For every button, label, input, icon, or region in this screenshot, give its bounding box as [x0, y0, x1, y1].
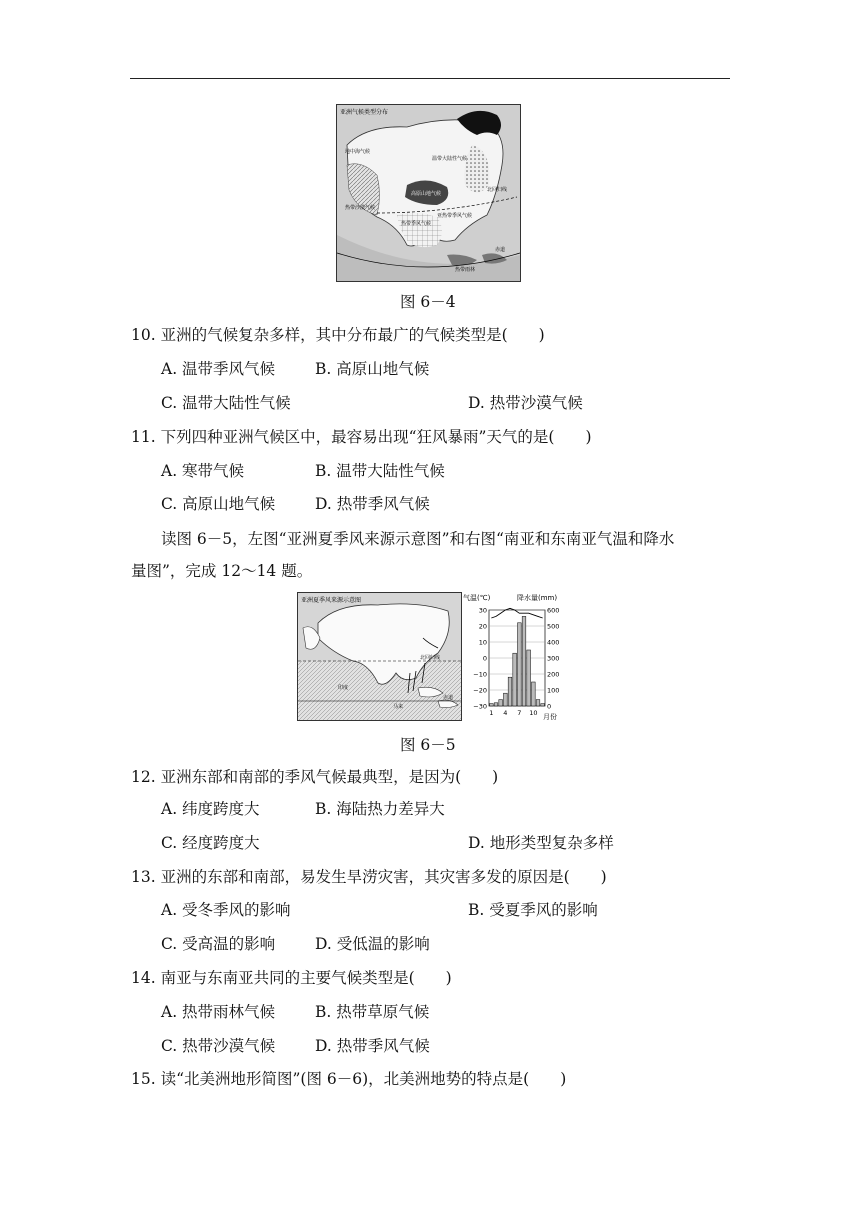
chart-y-right-tick: 0 [547, 702, 552, 711]
chart-bar [532, 682, 536, 706]
q14-option-b: B. 热带草原气候 [315, 1003, 430, 1021]
chart-bar [513, 653, 517, 706]
q15-stem: 15. 读“北美洲地形简图”(图 6－6)，北美洲地势的特点是( ) [131, 1070, 567, 1088]
chart-y-left-tick: −20 [473, 686, 487, 695]
q14-stem: 14. 南亚与东南亚共同的主要气候类型是( ) [131, 969, 452, 987]
chart-y-left-tick: 30 [478, 606, 487, 615]
chart-bar [536, 700, 540, 706]
chart-x-tick: 1 [489, 709, 494, 717]
chart-y-right-tick: 200 [547, 670, 560, 679]
asia-climate-map [336, 104, 521, 282]
q13-option-d: D. 受低温的影响 [315, 935, 430, 953]
chart-y-left-tick: −30 [473, 702, 487, 711]
q11-option-b: B. 温带大陆性气候 [315, 462, 445, 480]
map2-title: 亚洲夏季风来源示意图 [301, 597, 362, 604]
chart-y-right-tick: 300 [547, 654, 560, 663]
label-plateau: 高原山地气候 [411, 191, 442, 197]
asia-monsoon-map [297, 592, 462, 721]
q10-option-c: C. 温带大陆性气候 [161, 394, 291, 412]
chart-y-left-tick: 0 [482, 654, 487, 663]
label-tropic: 北回归线 [487, 187, 508, 193]
q12-option-c: C. 经度跨度大 [161, 834, 260, 852]
intro-line-1: 读图 6－5，左图“亚洲夏季风来源示意图”和右图“南亚和东南亚气温和降水 [161, 530, 675, 548]
chart-bar [494, 703, 498, 706]
label-tropical-desert: 热带沙漠气候 [345, 205, 376, 211]
q12-option-d: D. 地形类型复杂多样 [468, 834, 614, 852]
chart-bar [527, 650, 531, 706]
q11-option-a: A. 寒带气候 [161, 462, 245, 480]
q11-option-c: C. 高原山地气候 [161, 495, 276, 513]
label-mediterranean: 地中海气候 [345, 149, 371, 155]
climate-chart [463, 590, 573, 722]
q11-option-d: D. 热带季风气候 [315, 495, 430, 513]
map1-title: 亚洲气候类型分布 [340, 109, 389, 116]
chart-bar [504, 693, 508, 706]
chart-x-tick: 4 [503, 709, 508, 717]
figure-caption-6-5: 图 6－5 [400, 736, 456, 754]
label-rainforest: 热带雨林 [455, 267, 476, 273]
q14-option-a: A. 热带雨林气候 [161, 1003, 276, 1021]
q12-stem: 12. 亚洲东部和南部的季风气候最典型，是因为( ) [131, 768, 499, 786]
q11-stem: 11. 下列四种亚洲气候区中，最容易出现“狂风暴雨”天气的是( ) [131, 428, 592, 446]
map2-equator-label: 赤道 [443, 695, 454, 701]
chart-x-tick: 10 [529, 709, 538, 717]
chart-y-right-tick: 100 [547, 686, 560, 695]
chart-y-right-tick: 600 [547, 606, 560, 615]
map2-tropic-label: 北回归线 [420, 655, 441, 661]
chart-y-right-tick: 400 [547, 638, 560, 647]
label-subtropical-monsoon: 亚热带季风气候 [437, 213, 473, 219]
chart-bar [522, 616, 526, 706]
chart-x-tick: 7 [517, 709, 522, 717]
chart-bar [508, 677, 512, 706]
chart-y-left-tick: 10 [478, 638, 487, 647]
chart-x-axis-title: 月份 [543, 713, 557, 721]
map2-label-malay: 马来 [393, 704, 404, 710]
q14-option-c: C. 热带沙漠气候 [161, 1037, 276, 1055]
chart-y-left-tick: 20 [478, 622, 487, 631]
figure-caption-6-4: 图 6－4 [400, 293, 456, 311]
q14-option-d: D. 热带季风气候 [315, 1037, 430, 1055]
label-temperate-continental: 温带大陆性气候 [432, 156, 468, 162]
label-tropical-monsoon: 热带季风气候 [401, 221, 432, 227]
chart-y-right-tick: 500 [547, 622, 560, 631]
chart-y-left-tick: −10 [473, 670, 487, 679]
header-rule [130, 78, 730, 79]
label-equator: 赤道 [495, 247, 506, 253]
chart-right-axis-title: 降水量(mm) [517, 594, 558, 602]
chart-bar [518, 623, 522, 706]
q13-option-b: B. 受夏季风的影响 [468, 901, 598, 919]
q10-option-d: D. 热带沙漠气候 [468, 394, 583, 412]
chart-left-axis-title: 气温(℃) [463, 594, 491, 602]
q10-stem: 10. 亚洲的气候复杂多样，其中分布最广的气候类型是( ) [131, 326, 545, 344]
chart-bar [490, 704, 494, 706]
q10-option-a: A. 温带季风气候 [161, 360, 276, 378]
intro-line-2: 量图”，完成 12～14 题。 [131, 562, 313, 580]
q13-option-a: A. 受冬季风的影响 [161, 901, 291, 919]
map2-label-india: 印度 [338, 685, 349, 691]
chart-bar [499, 700, 503, 706]
q12-option-b: B. 海陆热力差异大 [315, 800, 445, 818]
q13-stem: 13. 亚洲的东部和南部，易发生旱涝灾害，其灾害多发的原因是( ) [131, 868, 607, 886]
q13-option-c: C. 受高温的影响 [161, 935, 276, 953]
q10-option-b: B. 高原山地气候 [315, 360, 430, 378]
chart-bar [541, 704, 545, 706]
q12-option-a: A. 纬度跨度大 [161, 800, 260, 818]
